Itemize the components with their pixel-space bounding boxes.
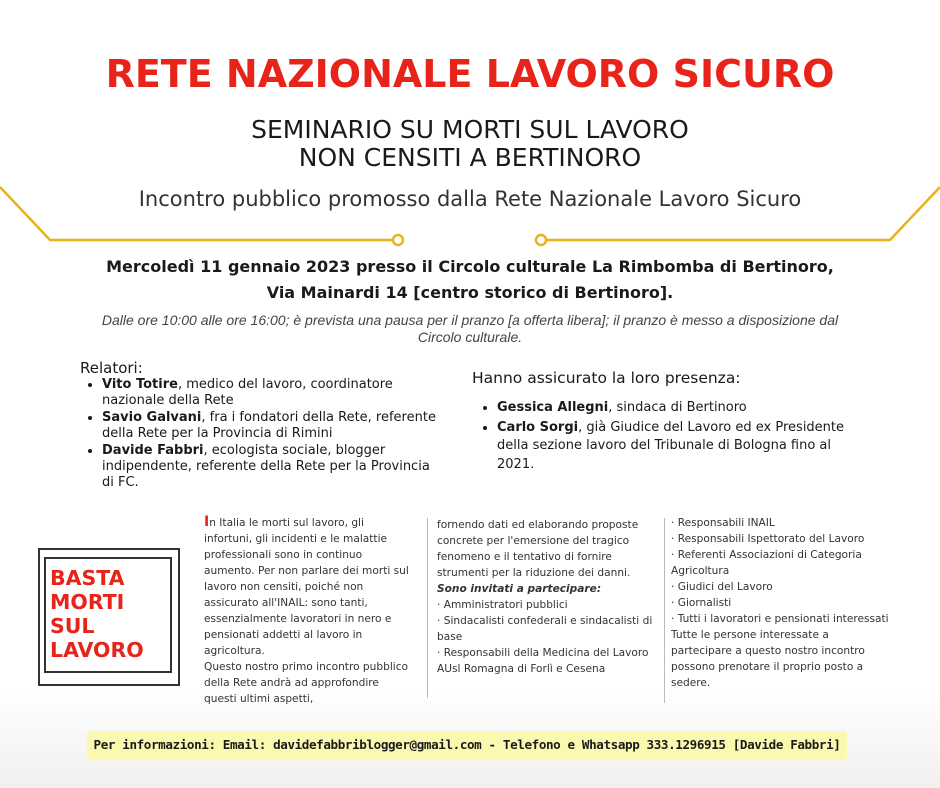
- contact-info: Per informazioni: Email: davidefabbriblogger@gmail.com - Telefono e Whatsapp 333.1296915 [Davide Fabbri]: [87, 731, 847, 759]
- promo-text: Incontro pubblico promosso dalla Rete Nazionale Lavoro Sicuro: [138, 187, 802, 211]
- attendees-heading: Hanno assicurato la loro presenza:: [472, 369, 741, 387]
- body-column-3: [671, 515, 893, 691]
- attendee-desc: , già Giudice del Lavoro ed ex Presidente della sezione lavoro del Tribunale di Bologna fino al 2021.: [497, 419, 845, 472]
- attendees-list: [472, 399, 862, 474]
- stamp-line: BASTA: [50, 566, 125, 590]
- invited-item: · Responsabili Ispettorato del Lavoro: [671, 533, 865, 545]
- right-gold-dot: [536, 235, 546, 245]
- intro-paragraph-2: Questo nostro primo incontro pubblico della Rete andrà ad approfondire questi ultimi aspetti,: [204, 661, 409, 705]
- continuation-paragraph: fornendo dati ed elaborando proposte concrete per l'emersione del tragico fenomeno e il tentativo di fornire strumenti per la riduzione dei danni.: [437, 519, 639, 579]
- speaker-desc: , fra i fondatori della Rete, referente della Rete per la Provincia di Rimini: [102, 410, 436, 441]
- invited-item: · Giornalisti: [671, 597, 732, 609]
- page-title: RETE NAZIONALE LAVORO SICURO: [105, 52, 835, 96]
- speaker-name: Savio Galvani: [102, 410, 202, 425]
- speaker-item: [102, 443, 440, 491]
- attendee-desc: , sindaca di Bertinoro: [608, 400, 747, 415]
- speaker-item: [102, 410, 440, 442]
- event-date-line2: Via Mainardi 14 [centro storico di Bertinoro].: [266, 283, 674, 302]
- attendee-name: Gessica Allegni: [497, 400, 609, 415]
- attendee-name: Carlo Sorgi: [497, 419, 579, 435]
- speaker-name: Vito Totire: [102, 377, 178, 392]
- stamp-line: MORTI: [50, 590, 125, 614]
- invited-item: · Responsabili della Medicina del Lavoro AUsl Romagna di Forlì e Cesena: [437, 647, 649, 675]
- seminar-title-line2: NON CENSITI A BERTINORO: [298, 143, 642, 172]
- speaker-desc: , ecologista sociale, blogger indipendente, referente della Rete per la Provincia di FC.: [102, 443, 430, 490]
- event-date-line1: Mercoledì 11 gennaio 2023 presso il Circolo culturale La Rimbomba di Bertinoro,: [106, 257, 834, 276]
- column-divider: [427, 518, 428, 698]
- speaker-item: [102, 377, 440, 409]
- attendee-item: [497, 399, 862, 418]
- speakers-heading: Relatori:: [80, 359, 143, 377]
- seminar-title-line1: SEMINARIO SU MORTI SUL LAVORO: [251, 115, 689, 144]
- event-schedule: Dalle ore 10:00 alle ore 16:00; è prevista una pausa per il pranzo [a offerta libera]; il pranzo è messo a disposizione dal Circolo culturale.: [101, 312, 839, 345]
- drop-cap: I: [204, 514, 210, 530]
- speakers-list: [80, 377, 440, 491]
- speakers-section: [80, 359, 440, 492]
- invited-item: · Tutti i lavoratori e pensionati interessati: [671, 613, 889, 625]
- invited-item: · Responsabili INAIL: [671, 517, 775, 529]
- attendees-section: [472, 369, 862, 475]
- speaker-desc: , medico del lavoro, coordinatore nazionale della Rete: [102, 377, 393, 408]
- body-column-2: [437, 517, 663, 677]
- invited-heading: Sono invitati a partecipare:: [437, 583, 602, 595]
- invited-item: · Referenti Associazioni di Categoria Agricoltura: [671, 549, 862, 577]
- closing-paragraph: Tutte le persone interessate a partecipare a questo nostro incontro possono prenotare il proprio posto a sedere.: [671, 629, 865, 689]
- stamp-line: LAVORO: [50, 638, 144, 662]
- stamp-text: [50, 566, 174, 662]
- speaker-name: Davide Fabbri: [102, 443, 204, 458]
- column-divider: [664, 518, 665, 703]
- body-column-1: [204, 514, 412, 707]
- attendee-item: [497, 419, 862, 475]
- stamp-line: SUL: [50, 614, 95, 638]
- invited-item: · Giudici del Lavoro: [671, 581, 773, 593]
- invited-item: · Sindacalisti confederali e sindacalisti di base: [437, 615, 653, 643]
- intro-text: n Italia le morti sul lavoro, gli infortuni, gli incidenti e le malattie professionali sono in continuo aumento. Per non parlare dei morti sul lavoro non censiti, poiché non assicurato all'INAIL: sono tanti, essenzialmente lavoratori in nero e pensionati addetti al lavoro in agricoltura.: [204, 517, 409, 657]
- seminar-title: [0, 116, 940, 172]
- intro-paragraph: [204, 514, 412, 659]
- left-gold-dot: [393, 235, 403, 245]
- invited-item: · Amministratori pubblici: [437, 599, 568, 611]
